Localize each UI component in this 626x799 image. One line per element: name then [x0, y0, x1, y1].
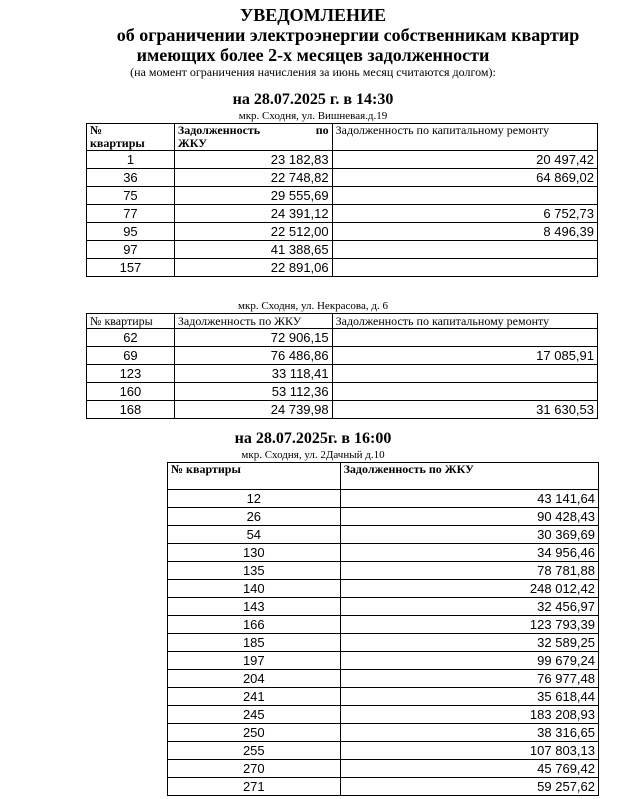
table-row	[168, 652, 599, 670]
table-row	[87, 223, 598, 241]
cell-apartment: 12	[168, 490, 341, 508]
table-row	[168, 544, 599, 562]
cell-zhku-debt: 22 748,82	[174, 169, 332, 187]
cell-zhku-debt: 59 257,62	[340, 778, 598, 796]
table-row	[87, 187, 598, 205]
cell-kap-debt	[332, 259, 597, 277]
cell-apartment: 270	[168, 760, 341, 778]
cell-zhku-debt: 29 555,69	[174, 187, 332, 205]
col-apt-header	[87, 314, 175, 329]
cell-zhku-debt: 35 618,44	[340, 688, 598, 706]
cell-apartment: 197	[168, 652, 341, 670]
table-row	[87, 329, 598, 347]
section2-table	[86, 313, 598, 419]
cell-apartment: 140	[168, 580, 341, 598]
section3-address: мкр. Сходня, ул. 2Дачный д.10	[241, 449, 385, 461]
cell-apartment: 255	[168, 742, 341, 760]
table-row	[168, 562, 599, 580]
col-apt-header-line1: №	[90, 123, 103, 137]
col-zhku-header-label: Задолженность по ЖКУ	[177, 314, 302, 328]
cell-apartment: 26	[168, 508, 341, 526]
cell-apartment: 36	[87, 169, 175, 187]
table-row	[168, 742, 599, 760]
cell-zhku-debt: 248 012,42	[340, 580, 598, 598]
cell-apartment: 168	[87, 401, 175, 419]
cell-zhku-debt: 53 112,36	[174, 383, 332, 401]
col-zhku-header-label: Задолженность по ЖКУ	[343, 462, 474, 476]
cell-apartment: 62	[87, 329, 175, 347]
col-kap-header-label: Задолженность по капитальному ремонту	[335, 314, 550, 328]
cell-zhku-debt: 183 208,93	[340, 706, 598, 724]
table-row	[168, 598, 599, 616]
table-row	[168, 634, 599, 652]
cell-apartment: 135	[168, 562, 341, 580]
table-row	[168, 760, 599, 778]
cell-zhku-debt: 99 679,24	[340, 652, 598, 670]
table-row	[87, 169, 598, 187]
cell-zhku-debt: 107 803,13	[340, 742, 598, 760]
col-kap-header-label: Задолженность по капитальному ремонту	[335, 123, 550, 137]
cell-kap-debt: 6 752,73	[332, 205, 597, 223]
table-row	[168, 724, 599, 742]
cell-apartment: 69	[87, 347, 175, 365]
col-apt-header-label: № квартиры	[171, 462, 241, 476]
cell-apartment: 271	[168, 778, 341, 796]
cell-apartment: 166	[168, 616, 341, 634]
cell-kap-debt	[332, 329, 597, 347]
col-zhku-header	[340, 463, 598, 490]
cell-zhku-debt: 45 769,42	[340, 760, 598, 778]
col-apt-header	[87, 124, 175, 151]
cell-kap-debt	[332, 241, 597, 259]
section1-time: на 28.07.2025 г. в 14:30	[232, 91, 394, 108]
cell-zhku-debt: 30 369,69	[340, 526, 598, 544]
table-row	[168, 490, 599, 508]
cell-apartment: 143	[168, 598, 341, 616]
cell-apartment: 160	[87, 383, 175, 401]
cell-zhku-debt: 24 739,98	[174, 401, 332, 419]
table-header-row	[168, 463, 599, 490]
cell-apartment: 97	[87, 241, 175, 259]
table-row	[87, 383, 598, 401]
notice-line1: об ограничении электроэнергии собственникам квартир	[116, 25, 580, 45]
cell-apartment: 77	[87, 205, 175, 223]
notice-title: УВЕДОМЛЕНИЕ	[239, 5, 387, 25]
cell-zhku-debt: 24 391,12	[174, 205, 332, 223]
col-kap-header	[332, 124, 597, 151]
cell-kap-debt	[332, 383, 597, 401]
table-row	[87, 205, 598, 223]
cell-zhku-debt: 38 316,65	[340, 724, 598, 742]
cell-zhku-debt: 78 781,88	[340, 562, 598, 580]
cell-apartment: 54	[168, 526, 341, 544]
cell-kap-debt: 20 497,42	[332, 151, 597, 169]
table-row	[87, 151, 598, 169]
cell-zhku-debt: 32 589,25	[340, 634, 598, 652]
cell-apartment: 250	[168, 724, 341, 742]
notice-note: (на момент ограничения начисления за июнь месяц считаются долгом):	[130, 65, 496, 79]
table-row	[168, 580, 599, 598]
cell-kap-debt: 8 496,39	[332, 223, 597, 241]
cell-zhku-debt: 32 456,97	[340, 598, 598, 616]
cell-apartment: 157	[87, 259, 175, 277]
table-header-row	[87, 314, 598, 329]
table-row	[168, 688, 599, 706]
table-row	[168, 706, 599, 724]
col-apt-header	[168, 463, 341, 490]
section1-table	[86, 123, 598, 277]
cell-apartment: 204	[168, 670, 341, 688]
cell-zhku-debt: 22 891,06	[174, 259, 332, 277]
table-row	[168, 616, 599, 634]
cell-apartment: 241	[168, 688, 341, 706]
section3-time: на 28.07.2025г. в 16:00	[234, 430, 392, 447]
table-row	[168, 778, 599, 796]
table-row	[87, 259, 598, 277]
table-row	[168, 670, 599, 688]
cell-apartment: 130	[168, 544, 341, 562]
cell-apartment: 123	[87, 365, 175, 383]
notice-line2: имеющих более 2-х месяцев задолженности	[136, 45, 490, 65]
cell-zhku-debt: 22 512,00	[174, 223, 332, 241]
table-header-row	[87, 124, 598, 151]
section1-address: мкр. Сходня, ул. Вишневая.д.19	[238, 110, 388, 122]
cell-apartment: 185	[168, 634, 341, 652]
cell-zhku-debt: 76 977,48	[340, 670, 598, 688]
table-row	[87, 365, 598, 383]
cell-zhku-debt: 34 956,46	[340, 544, 598, 562]
cell-zhku-debt: 43 141,64	[340, 490, 598, 508]
table-row	[87, 347, 598, 365]
col-kap-header	[332, 314, 597, 329]
col-zhku-header-line2: ЖКУ	[177, 136, 208, 150]
col-apt-header-label: № квартиры	[90, 314, 153, 328]
cell-apartment: 75	[87, 187, 175, 205]
col-apt-header-line2: квартиры	[90, 136, 145, 150]
cell-apartment: 95	[87, 223, 175, 241]
col-zhku-header	[174, 124, 332, 151]
cell-zhku-debt: 76 486,86	[174, 347, 332, 365]
col-zhku-header	[174, 314, 332, 329]
cell-kap-debt	[332, 187, 597, 205]
cell-apartment: 245	[168, 706, 341, 724]
table-row	[87, 401, 598, 419]
cell-apartment: 1	[87, 151, 175, 169]
table-row	[87, 241, 598, 259]
cell-kap-debt: 31 630,53	[332, 401, 597, 419]
table-row	[168, 526, 599, 544]
cell-zhku-debt: 23 182,83	[174, 151, 332, 169]
section3-table	[167, 462, 599, 796]
cell-zhku-debt: 72 906,15	[174, 329, 332, 347]
cell-kap-debt: 17 085,91	[332, 347, 597, 365]
col-zhku-header-line1: Задолженность по	[177, 123, 329, 137]
cell-zhku-debt: 123 793,39	[340, 616, 598, 634]
cell-kap-debt: 64 869,02	[332, 169, 597, 187]
cell-zhku-debt: 41 388,65	[174, 241, 332, 259]
cell-zhku-debt: 33 118,41	[174, 365, 332, 383]
section2-address: мкр. Сходня, ул. Некрасова, д. 6	[238, 300, 388, 312]
cell-kap-debt	[332, 365, 597, 383]
table-row	[168, 508, 599, 526]
cell-zhku-debt: 90 428,43	[340, 508, 598, 526]
